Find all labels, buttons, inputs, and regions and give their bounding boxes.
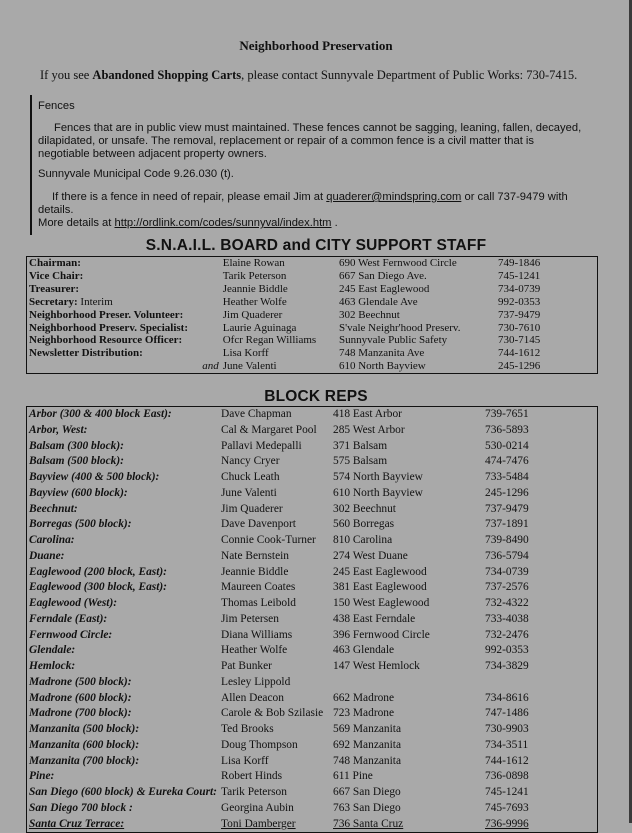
board-address: Sunnyvale Public Safety xyxy=(338,334,448,347)
rep-address: 150 West Eaglewood xyxy=(333,597,430,609)
block-reps-table xyxy=(26,406,598,833)
rep-row xyxy=(27,738,598,754)
rep-block: Balsam (500 block): xyxy=(29,455,124,468)
rep-phone: 733-4038 xyxy=(485,612,529,625)
rep-address: 396 Fernwood Circle xyxy=(333,628,430,641)
board-address: 748 Manzanita Ave xyxy=(338,347,425,360)
rep-phone: 736-9996 xyxy=(485,817,529,830)
rep-name: Georgina Aubin xyxy=(221,801,294,814)
board-role-note: Interim xyxy=(80,295,113,308)
page-title: Neighborhood Preservation xyxy=(239,38,393,53)
rep-row xyxy=(27,580,598,596)
board-phone: 734-0739 xyxy=(498,282,541,295)
rep-block: Carolina: xyxy=(29,534,75,546)
rep-block: Madrone (700 block): xyxy=(29,707,132,720)
codes-link[interactable]: http://ordlink.com/codes/sunnyval/index.htm xyxy=(114,217,332,229)
rep-name: Jeannie Biddle xyxy=(221,565,289,578)
board-role: Neighborhood Preserv. Specialist: xyxy=(29,321,188,334)
rep-phone: 745-7693 xyxy=(485,801,529,814)
rep-address: 438 East Ferndale xyxy=(333,612,416,625)
rep-row xyxy=(27,722,598,738)
shopping-cart-notice xyxy=(40,68,577,83)
board-row xyxy=(27,347,598,360)
rep-block: Eaglewood (200 block, East): xyxy=(29,565,167,578)
rep-name: Ted Brooks xyxy=(221,723,274,735)
email-link[interactable]: quaderer@mindspring.com xyxy=(326,191,462,203)
rep-phone: 730-9903 xyxy=(485,723,529,735)
municipal-code: Sunnyvale Municipal Code 9.26.030 (t). xyxy=(38,168,234,180)
rep-phone: 734-8616 xyxy=(485,691,529,704)
rep-block: Manzanita (600 block): xyxy=(29,738,140,751)
rep-block: Borregas (500 block): xyxy=(29,518,132,531)
repair-prefix: If there is a fence in need of repair, please email Jim at xyxy=(52,191,324,203)
board-name: Ofcr Regan Williams xyxy=(222,334,317,347)
rep-row xyxy=(27,817,598,833)
rep-phone: 736-5794 xyxy=(485,549,529,562)
rep-address: 463 Glendale xyxy=(333,644,395,657)
rep-name: Lesley Lippold xyxy=(221,675,291,688)
rep-address: 381 East Eaglewood xyxy=(333,581,427,594)
reps-heading: BLOCK REPS xyxy=(264,388,368,405)
rep-block: Manzanita (700 block): xyxy=(29,754,140,767)
board-name: Jim Quaderer xyxy=(222,308,283,321)
board-name: Tarik Peterson xyxy=(222,269,287,282)
rep-row xyxy=(27,785,598,801)
rep-block: Manzanita (500 block): xyxy=(29,723,140,735)
rep-address: 560 Borregas xyxy=(333,518,395,531)
notice-bold: Abandoned Shopping Carts xyxy=(92,68,242,82)
board-phone: 992-0353 xyxy=(498,295,541,308)
rep-name: Toni Damberger xyxy=(221,817,296,830)
rep-phone: 245-1296 xyxy=(485,486,529,499)
rep-name: Maureen Coates xyxy=(221,581,296,594)
rep-block: Madrone (600 block): xyxy=(29,691,132,704)
fences-heading: Fences xyxy=(38,100,75,112)
rep-name: Chuck Leath xyxy=(221,471,280,483)
rep-address: 692 Manzanita xyxy=(333,738,402,751)
board-role: Neighborhood Resource Officer: xyxy=(29,334,183,347)
repair-suffix: or call 737-9479 with details. xyxy=(38,191,568,216)
board-address: S'vale Neighr'hood Preserv. xyxy=(338,321,461,334)
rep-row xyxy=(27,643,598,659)
rep-block: Hemlock: xyxy=(29,660,76,672)
board-name: Elaine Rowan xyxy=(222,257,285,269)
rep-address xyxy=(331,675,483,691)
rep-phone: 747-1486 xyxy=(485,707,529,720)
rep-block: Bayview (600 block): xyxy=(29,486,128,499)
board-name: Heather Wolfe xyxy=(222,295,287,308)
rep-phone: 739-8490 xyxy=(485,534,529,546)
board-role: Chairman: xyxy=(29,257,81,269)
rep-name: Dave Davenport xyxy=(221,518,296,531)
rep-name: Jim Petersen xyxy=(221,612,279,625)
rep-address: 662 Madrone xyxy=(333,691,395,704)
rep-name: Heather Wolfe xyxy=(221,644,288,657)
board-row xyxy=(27,270,598,283)
rep-row xyxy=(27,454,598,470)
board-phone: 730-7610 xyxy=(498,321,541,334)
rep-name: Pallavi Medepalli xyxy=(221,439,302,452)
rep-phone: 736-0898 xyxy=(485,770,529,783)
board-phone: 730-7145 xyxy=(498,334,541,347)
rep-row xyxy=(27,533,598,549)
rep-block: Beechnut: xyxy=(29,502,78,515)
rep-name: Pat Bunker xyxy=(221,660,272,672)
rep-row xyxy=(27,706,598,722)
board-name: Laurie Aguinaga xyxy=(222,321,297,334)
rep-phone xyxy=(483,675,598,691)
rep-phone: 744-1612 xyxy=(485,754,529,767)
rep-row xyxy=(27,502,598,518)
rep-name: Allen Deacon xyxy=(221,691,284,704)
rep-block: San Diego (600 block) & Eureka Court: xyxy=(29,786,217,798)
board-phone: 749-1846 xyxy=(498,257,541,269)
rep-row xyxy=(27,769,598,785)
rep-row xyxy=(27,486,598,502)
rep-row xyxy=(27,565,598,581)
rep-address: 748 Manzanita xyxy=(333,754,402,767)
rep-phone: 734-0739 xyxy=(485,565,529,578)
board-phone: 744-1612 xyxy=(498,347,541,360)
notice-prefix: If you see xyxy=(40,68,90,82)
rep-phone: 732-2476 xyxy=(485,628,529,641)
rep-row xyxy=(27,517,598,533)
rep-row xyxy=(27,659,598,675)
rep-row xyxy=(27,754,598,770)
rep-phone: 732-4322 xyxy=(485,597,529,609)
rep-phone: 736-5893 xyxy=(485,423,529,436)
rep-row xyxy=(27,549,598,565)
rep-address: 736 Santa Cruz xyxy=(333,817,404,830)
rep-block: Eaglewood (West): xyxy=(29,597,118,609)
rep-row xyxy=(27,675,598,691)
rep-address: 723 Madrone xyxy=(333,707,395,720)
rep-address: 763 San Diego xyxy=(333,801,401,814)
rep-block: Pine: xyxy=(29,770,55,783)
rep-name: June Valenti xyxy=(221,486,277,499)
board-address: 610 North Bayview xyxy=(338,360,426,373)
rep-name: Thomas Leibold xyxy=(221,597,296,609)
board-name: Lisa Korff xyxy=(222,347,269,360)
fences-section xyxy=(30,95,592,235)
rep-name: Jim Quaderer xyxy=(221,502,283,515)
rep-address: 611 Pine xyxy=(333,770,373,783)
rep-name: Nate Bernstein xyxy=(221,549,290,562)
rep-row xyxy=(27,407,598,423)
rep-phone: 745-1241 xyxy=(485,786,529,798)
board-phone: 745-1241 xyxy=(498,269,541,282)
rep-block: Bayview (400 & 500 block): xyxy=(29,471,160,483)
rep-row xyxy=(27,470,598,486)
rep-name: Cal & Margaret Pool xyxy=(221,423,317,436)
rep-name: Diana Williams xyxy=(221,628,293,641)
rep-name: Dave Chapman xyxy=(221,408,292,420)
rep-address: 610 North Bayview xyxy=(333,486,423,499)
rep-address: 418 East Arbor xyxy=(333,408,402,420)
rep-block: Arbor (300 & 400 block East): xyxy=(29,408,172,420)
rep-block: Balsam (300 block): xyxy=(29,439,124,452)
board-row xyxy=(27,296,598,309)
board-heading: S.N.A.I.L. BOARD and CITY SUPPORT STAFF xyxy=(145,237,487,254)
rep-block: Ferndale (East): xyxy=(29,612,108,625)
rep-block: San Diego 700 block : xyxy=(29,801,133,814)
rep-name: Robert Hinds xyxy=(221,770,283,783)
board-row xyxy=(27,334,598,347)
rep-phone: 734-3511 xyxy=(485,738,529,751)
board-row xyxy=(27,257,598,270)
board-address: 463 Glendale Ave xyxy=(338,295,418,308)
rep-name: Tarik Peterson xyxy=(221,786,287,798)
board-address: 690 West Fernwood Circle xyxy=(338,257,457,269)
rep-block: Santa Cruz Terrace: xyxy=(29,817,125,830)
rep-phone: 737-1891 xyxy=(485,518,529,531)
rep-phone: 992-0353 xyxy=(485,644,529,657)
board-phone: 737-9479 xyxy=(498,308,541,321)
rep-name: Connie Cook-Turner xyxy=(221,534,316,546)
rep-block: Madrone (500 block): xyxy=(29,675,132,688)
rep-address: 574 North Bayview xyxy=(333,471,423,483)
rep-block: Fernwood Circle: xyxy=(29,628,113,641)
rep-row xyxy=(27,628,598,644)
rep-address: 810 Carolina xyxy=(333,534,393,546)
rep-phone: 737-9479 xyxy=(485,502,529,515)
rep-name: Carole & Bob Szilasie xyxy=(221,707,324,720)
rep-row xyxy=(27,596,598,612)
board-role-label: Secretary: xyxy=(29,295,78,308)
rep-row xyxy=(27,423,598,439)
board-role xyxy=(27,296,221,309)
board-row xyxy=(27,283,598,296)
board-row xyxy=(27,322,598,335)
board-row xyxy=(27,309,598,322)
board-role: Treasurer: xyxy=(29,282,80,295)
board-row xyxy=(27,360,598,373)
board-table xyxy=(26,256,598,374)
rep-address: 285 West Arbor xyxy=(333,423,405,436)
rep-address: 371 Balsam xyxy=(333,439,388,452)
rep-address: 274 West Duane xyxy=(333,549,408,562)
rep-name: Doug Thompson xyxy=(221,738,298,751)
rep-block: Duane: xyxy=(29,549,65,562)
notice-suffix: , please contact Sunnyvale Department of Public Works: 730-7415. xyxy=(241,68,578,82)
board-address: 667 San Diego Ave. xyxy=(338,269,427,282)
rep-phone: 474-7476 xyxy=(485,455,529,468)
rep-phone: 733-5484 xyxy=(485,471,529,483)
rep-name: Nancy Cryer xyxy=(221,455,280,468)
rep-phone: 530-0214 xyxy=(485,439,529,452)
rep-address: 575 Balsam xyxy=(333,455,388,468)
board-address: 302 Beechnut xyxy=(338,308,400,321)
rep-address: 245 East Eaglewood xyxy=(333,565,427,578)
fences-paragraph: Fences that are in public view must maintained. These fences cannot be sagging, leaning, fallen, decayed, dilapidated, or unsafe. The removal, replacement or repair of a common fence is a civil matter that is negotiable between adjacent property owners. xyxy=(38,122,582,160)
repair-contact xyxy=(38,191,583,230)
rep-address: 667 San Diego xyxy=(333,786,401,798)
rep-row xyxy=(27,439,598,455)
rep-row xyxy=(27,612,598,628)
board-name: June Valenti xyxy=(222,360,277,373)
rep-address: 147 West Hemlock xyxy=(333,660,420,672)
more-prefix: More details at xyxy=(38,217,112,229)
rep-row xyxy=(27,801,598,817)
board-phone: 245-1296 xyxy=(498,360,541,373)
rep-address: 569 Manzanita xyxy=(333,723,402,735)
rep-name: Lisa Korff xyxy=(221,754,269,767)
rep-phone: 739-7651 xyxy=(485,408,529,420)
board-address: 245 East Eaglewood xyxy=(338,282,430,295)
rep-block: Eaglewood (300 block, East): xyxy=(29,581,167,594)
board-role: and xyxy=(202,360,219,373)
board-name: Jeannie Biddle xyxy=(222,282,288,295)
board-role: Vice Chair: xyxy=(29,269,84,282)
rep-row xyxy=(27,691,598,707)
board-role: Neighborhood Preser. Volunteer: xyxy=(29,308,184,321)
rep-phone: 737-2576 xyxy=(485,581,529,594)
rep-block: Arbor, West: xyxy=(29,423,88,436)
board-role: Newsletter Distribution: xyxy=(29,347,143,360)
rep-block: Glendale: xyxy=(29,644,76,657)
rep-address: 302 Beechnut xyxy=(333,502,396,515)
more-suffix: . xyxy=(334,217,338,229)
rep-phone: 734-3829 xyxy=(485,660,529,672)
